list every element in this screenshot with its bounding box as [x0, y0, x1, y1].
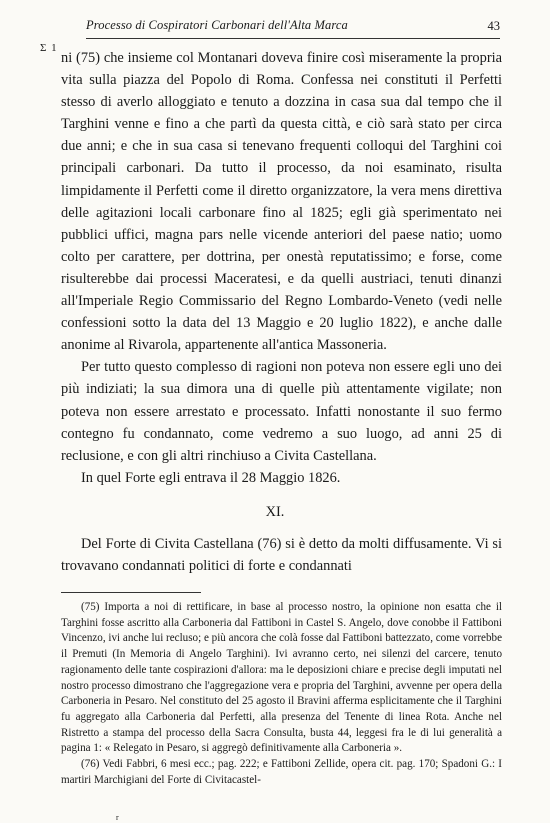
footnotes: [61, 600, 502, 788]
paragraph: Del Forte di Civita Castellana (76) si è detto da molti diffusamente. Vi si trovavano condannati politici di forte e condannati: [61, 536, 502, 575]
paragraph: In quel Forte egli entrava il 28 Maggio 1826.: [81, 469, 341, 486]
main-text: [61, 47, 502, 489]
paragraph: ni (75) che insieme col Montanari doveva finire così miseramente la propria vita sulla piazza del Popolo di Roma. Confessa nei constituti il Perfetti stesso di averlo alloggiato e tenuto a dozzina in casa sua dal tempo che il Targhini venne e fino a che partì da questa città, e ciò sarà stato per circa due anni; e che in sua casa si tenevano frequenti colloqui del Targhini coi principali carbonari. Da tutto il processo, da noi esaminato, risulta limpidamente il Perfetti come il diretto organizzatore, la vera mens direttiva delle agitazioni locali carbonare fino al 1825; egli già sperimentato nei pubblici uffici, magna pars nelle vicende anteriori del paese natio; uomo colto per carattere, per dottrina, per onestà reputatissimo; e forse, come risulterebbe dai processi Maceratesi, e da quelli austriaci, tenuti dinanzi all'Imperiale Regio Commissario del Regno Lombardo-Veneto (vedi nelle confessioni sotto la data del 13 Maggio e 20 luglio 1822), e anche dalle anonime al Rivarola, appartenente all'antica Massoneria.: [61, 50, 502, 354]
footnote: (76) Vedi Fabbri, 6 mesi ecc.; pag. 222; e Fattiboni Zellide, opera cit. pag. 170; Spadoni G.: I martiri Marchigiani del Forte di Civitacastel-: [61, 758, 502, 786]
running-title: Processo di Cospiratori Carbonari dell'Alta Marca: [86, 18, 348, 32]
margin-mark: Σ 1: [40, 42, 58, 54]
footnote: (75) Importa a noi di rettificare, in base al processo nostro, la opinione non esatta che il Targhini fosse ascritto alla Carboneria dal Fattiboni in Castel S. Angelo, dove conobbe il Fattiboni Vincenzo, ivi anche lui recluso; e più ancora che colà fosse dal Fattiboni battezzato, come vorrebbe il Premuti (In Memoria di Angelo Targhini). Ivi avranno certo, nei silenzi del carcere, tenuto ragionamento delle tante cospirazioni d'allora: ma le deposizioni chiare e precise degli imputati nel nostro processo dimostrano che l'aggregazione vera e propria del Targhini, avvenne per opera della Carboneria in Pesaro. Nel constituto del 25 agosto il Bravini afferma esplicitamente che il Targhini fu aggregato alla Carboneria dal Perfetti, alla presenza del Tenente di linea Rota. Anche nel Ristretto a stampa del processo della Sacra Consulta, busta 44, leggesi fra le di lui generalità a pagina 1: « Relegato in Pesaro, si aggregò definitivamente alla Carboneria ».: [61, 601, 502, 755]
page-number: 43: [487, 19, 500, 33]
section-text: [61, 533, 502, 577]
bottom-mark: r: [116, 813, 119, 822]
paragraph: Per tutto questo complesso di ragioni non poteva non essere egli uno dei più indiziati; la sua dimora una di quelle più attentamente vigilate; non poteva non essere arrestato e processato. Infatti nonostante il suo fermo contegno fu condannato, come vedremo a suo luogo, ad anni 25 di reclusione, e con gli altri rinchiuso a Civita Castellana.: [61, 359, 502, 464]
running-header: [86, 18, 500, 39]
section-number: XI.: [265, 504, 285, 520]
footnote-divider: [61, 592, 201, 593]
